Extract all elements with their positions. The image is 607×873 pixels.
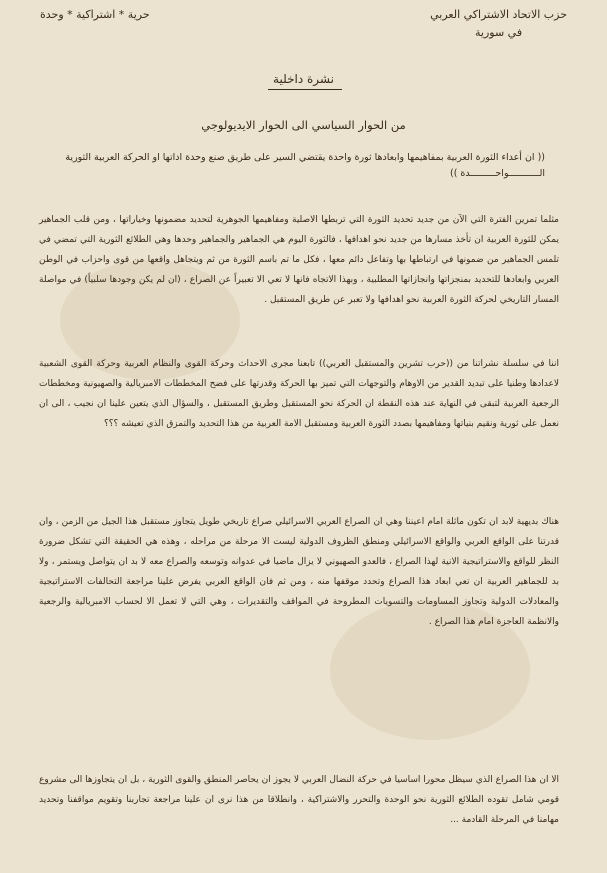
body-paragraph-3: هناك بديهية لابد ان تكون ماثلة امام اعيننا وهي ان الصراع العربي الاسرائيلي صراع تاريخي طويل يتجاوز مستقبل هذا الجيل من الزمن ، وان قدرتنا على الواقع العربي والواقع الاسرائيلي ومنطق الظروف الدولية ليست الا مرحلة من مراحله ، وهذه هي الحقيقة التي تشكل ضرورة النظر للواقع والاستراتيجية الانية لهذا الصراع ، فالعدو الصهيوني لا يزال ماضيا في عدوانه وتوسعه والصراع معه لا بد ان يتواصل ويستمر ، ولا بد للجماهير العربية ان تعي ابعاد هذا الصراع وتحدد موقفها منه ، ومن ثم فان الواقع العربي يفرض علينا مراجعة التحالفات الاستراتيجية والمعادلات الدولية وتجاوز المساومات والتسويات المطروحة في المواقف والتقديرات ، وهي التي لا تعمل الا لحساب الامبريالية والرجعية والانظمة العاجزة امام هذا الصراع .	[39, 517, 559, 627]
document-subtitle: من الحوار السياسي الى الحوار الايديولوجي	[201, 118, 406, 132]
body-paragraph-2: اننا في سلسلة نشراتنا من ((حرب تشرين والمستقبل العربي)) تابعنا مجرى الاحداث وحركة القوى والنظام العربية وحركة القوى الشعبية لاعدادها وطنيا على تبديد القدير من الاوهام والتوجهات التي تميز بها الحركة وقدرتها على فضح المخططات الامبريالية والصهيونية ومخططات الرجعية العربية لتبقى في النهاية عند هذه النقطة ان الحركة نحو المستقبل وطريق المستقبل ، والسؤال الذي يتعين علينا ان نجيب ، الى ان نعمل على ثورية ونقيم بنياتها ومفاهيمها بصدد الثورة العربية ومستقبل الامة العربية من هذا التحديد والتمزق الذي تعيشه ؟؟؟	[39, 359, 559, 429]
org-name: حزب الاتحاد الاشتراكي العربي	[430, 8, 567, 21]
title-underline	[268, 89, 342, 90]
body-paragraph-4: الا ان هذا الصراع الذي سيظل محورا اساسيا في حركة النضال العربي لا يجوز ان يحاصر المنطق والقوى الثورية ، بل ان يتجاوزها الى مشروع قومي شامل تقوده الطلائع الثورية نحو الوحدة والتحرر والاشتراكية ، وانطلاقا من هذا نرى ان علينا مراجعة تجاربنا وتقويم مواقفنا وتحديد مهامنا في المرحلة القادمة ...	[39, 775, 559, 825]
document-title: نشرة داخلية	[273, 72, 334, 86]
opening-quote: (( ان أعداء الثورة العربية بمفاهيمها وابعادها ثورة واحدة يقتضي السير على طريق صنع وحدة اداتها او الحركة العربية الثورية الـــــــــــواحـــــــــدة ))	[65, 152, 545, 179]
body-paragraph-1: مثلما تمرين الفترة التي الآن من جديد تحديد الثورة التي تربطها الاصلية ومفاهيمها الجوهرية لتحديد مضمونها وخياراتها ، ومن قلب الجماهير يمكن للثورة العربية ان تأخذ مسارها من جديد نحو اهدافها ، فالثورة اليوم هي الجماهير والجماهير وحدها وهي الطلائع الثورية التي تمضي في تلمس الجماهير من ضمونها في ارتباطها بها وتفاعل دائم معها ، فكل ما تم باسم الثورة من ثم ويتجاهل واقعها من قوى واحزاب في الوطن العربي وابعادها للتحديد بمنجزاتها وانجازاتها المطلبية ، وبهذا الاتجاه فانها لا تعي الا تعبيراً عن الصراع ، (ان لم يكن وجودها سلبياً) في مواصلة المسار التاريخي لحركة الثورة العربية نحو اهدافها ولا تعبر عن طريق المستقبل .	[39, 215, 559, 305]
party-slogan: حرية * اشتراكية * وحدة	[40, 8, 150, 21]
org-country: في سورية	[475, 26, 523, 39]
org-header	[430, 6, 567, 42]
